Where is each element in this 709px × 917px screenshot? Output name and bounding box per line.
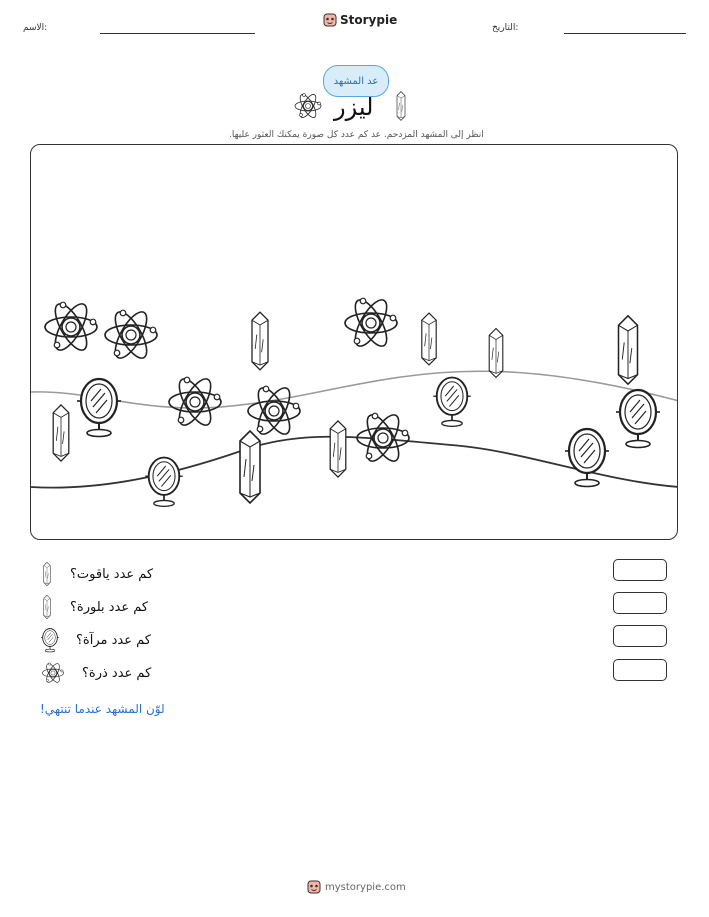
question-row xyxy=(40,627,151,653)
page-title: ليزر xyxy=(334,93,374,121)
atom-icon xyxy=(345,295,397,350)
answer-box[interactable] xyxy=(613,559,667,581)
footer-url[interactable]: mystorypie.com xyxy=(325,881,406,893)
atom-icon xyxy=(292,90,324,122)
date-line[interactable] xyxy=(564,33,686,34)
crystal-icon xyxy=(422,313,436,365)
atom-icon xyxy=(248,383,300,438)
mirror-icon xyxy=(616,390,660,448)
atom-icon xyxy=(40,660,66,686)
answer-box[interactable] xyxy=(613,625,667,647)
question-text: كم عدد ياقوت؟ xyxy=(70,566,154,582)
scene-count-badge: عد المشهد xyxy=(323,65,389,97)
question-row xyxy=(40,594,148,620)
crystal-icon xyxy=(392,90,410,122)
mirror-icon xyxy=(77,379,121,437)
atom-icon xyxy=(169,374,221,429)
scene-hill-back xyxy=(31,371,678,408)
crystal-icon xyxy=(240,431,260,503)
storypie-logo-icon xyxy=(307,880,321,894)
crystal-icon xyxy=(489,329,503,378)
mirror-icon xyxy=(145,458,182,507)
mirror-icon xyxy=(433,378,470,427)
footer xyxy=(307,880,406,894)
atom-icon xyxy=(105,307,157,362)
answer-box[interactable] xyxy=(613,592,667,614)
crystal-icon xyxy=(330,421,346,477)
brand-name: Storypie xyxy=(340,13,398,27)
question-text: كم عدد ذرة؟ xyxy=(82,665,152,681)
answer-box[interactable] xyxy=(613,659,667,681)
question-row xyxy=(40,561,153,587)
name-label: الاسم: xyxy=(23,23,48,33)
question-text: كم عدد مرآة؟ xyxy=(76,632,151,648)
crowded-scene xyxy=(30,144,678,540)
mirror-icon xyxy=(40,627,60,653)
finish-instruction: لوّن المشهد عندما تنتهي! xyxy=(40,702,165,716)
instructions: انظر إلى المشهد المزدحم. عد كم عدد كل صورة يمكنك العثور عليها. xyxy=(229,130,484,140)
storypie-logo-icon xyxy=(323,13,337,27)
crystal-icon xyxy=(40,594,54,620)
question-row xyxy=(40,660,151,686)
name-line[interactable] xyxy=(100,33,255,34)
crystal-icon xyxy=(619,316,638,384)
question-text: كم عدد بلورة؟ xyxy=(70,599,149,615)
ruby-icon xyxy=(40,561,54,587)
crystal-icon xyxy=(252,312,268,370)
crystal-icon xyxy=(53,405,69,461)
brand-logo xyxy=(323,13,397,27)
date-label: التاريخ: xyxy=(492,23,519,33)
mirror-icon xyxy=(565,429,609,487)
atom-icon xyxy=(45,299,97,354)
